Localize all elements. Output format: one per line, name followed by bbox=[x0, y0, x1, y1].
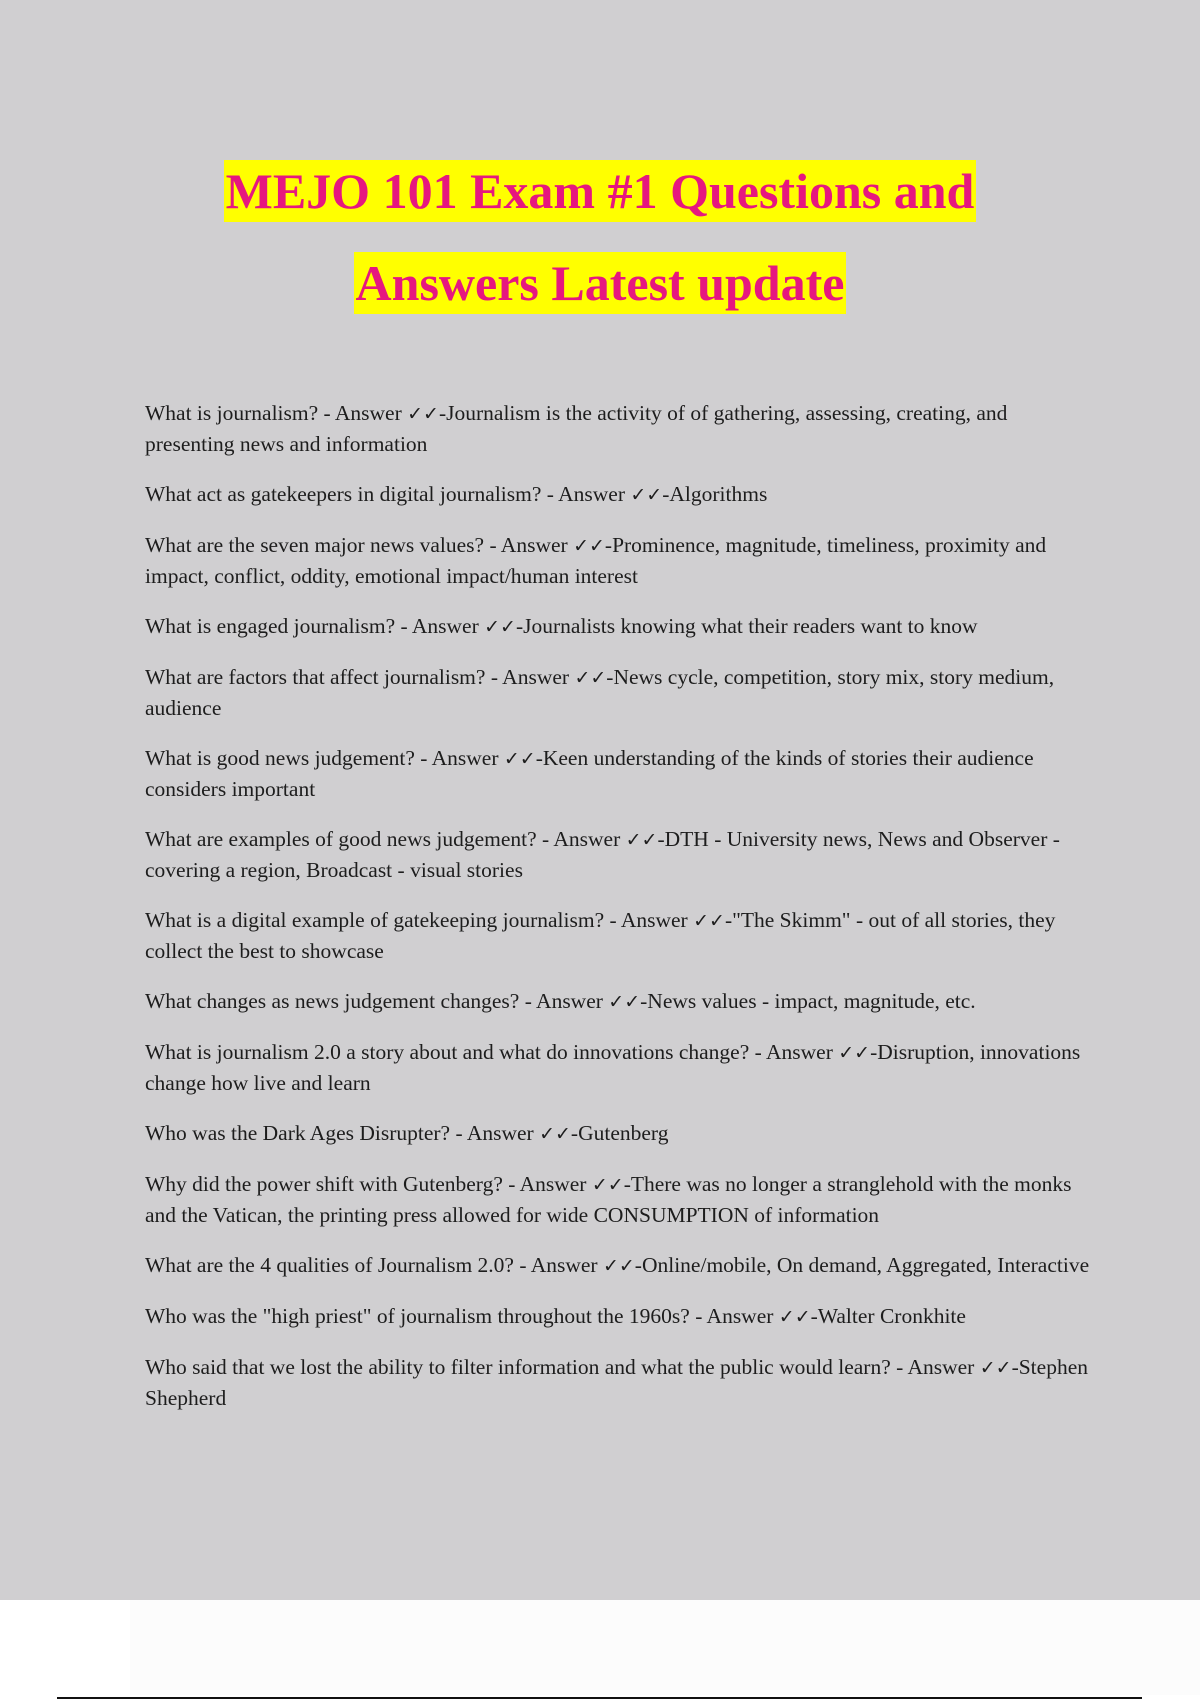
qa-item bbox=[145, 479, 1090, 510]
question-text: What is good news judgement? - Answer bbox=[145, 746, 504, 770]
double-check-icon: ✓✓ bbox=[573, 535, 605, 557]
double-check-icon: ✓✓ bbox=[574, 667, 607, 689]
double-check-icon: ✓✓ bbox=[625, 829, 658, 851]
qa-item bbox=[145, 398, 1090, 459]
double-check-icon: ✓✓ bbox=[484, 616, 516, 638]
answer-text: -Walter Cronkhite bbox=[810, 1304, 966, 1328]
answer-text: -News cycle, competition, story mix, story medium, audience bbox=[145, 665, 1055, 720]
answer-text: -Keen understanding of the kinds of stories their audience considers important bbox=[145, 746, 1034, 801]
title-line-1: MEJO 101 Exam #1 Questions and bbox=[224, 160, 977, 222]
qa-item bbox=[145, 1250, 1090, 1281]
answer-text: -Prominence, magnitude, timeliness, proximity and impact, conflict, oddity, emotional impact/human interest bbox=[145, 533, 1047, 588]
answer-text: -Journalists knowing what their readers want to know bbox=[515, 614, 978, 638]
qa-item bbox=[145, 743, 1090, 804]
question-text: What act as gatekeepers in digital journalism? - Answer bbox=[145, 482, 631, 506]
qa-item bbox=[145, 1352, 1090, 1413]
answer-text: -Online/mobile, On demand, Aggregated, Interactive bbox=[634, 1253, 1090, 1277]
double-check-icon: ✓✓ bbox=[602, 1255, 635, 1277]
qa-item bbox=[145, 824, 1090, 885]
question-text: Why did the power shift with Gutenberg? - Answer bbox=[145, 1172, 592, 1196]
qa-item bbox=[145, 986, 1090, 1017]
question-text: What is journalism? - Answer bbox=[145, 401, 408, 425]
footer-rule bbox=[57, 1697, 1142, 1699]
answer-text: -Gutenberg bbox=[570, 1121, 669, 1145]
double-check-icon: ✓✓ bbox=[778, 1306, 811, 1328]
answer-text: -Disruption, innovations change how live and learn bbox=[145, 1040, 1081, 1095]
question-text: Who was the "high priest" of journalism throughout the 1960s? - Answer bbox=[145, 1304, 779, 1328]
qa-item bbox=[145, 1037, 1090, 1098]
qa-item bbox=[145, 530, 1090, 591]
question-text: Who was the Dark Ages Disrupter? - Answer bbox=[145, 1121, 540, 1145]
question-text: What is a digital example of gatekeeping journalism? - Answer bbox=[145, 908, 694, 932]
answer-text: -Journalism is the activity of of gathering, assessing, creating, and presenting news and information bbox=[145, 401, 1008, 456]
double-check-icon: ✓✓ bbox=[591, 1174, 624, 1196]
double-check-icon: ✓✓ bbox=[407, 403, 439, 425]
question-text: Who said that we lost the ability to filter information and what the public would learn? - Answer bbox=[145, 1355, 980, 1379]
question-text: What changes as news judgement changes? - Answer bbox=[145, 989, 609, 1013]
double-check-icon: ✓✓ bbox=[693, 910, 725, 932]
qa-item bbox=[145, 905, 1090, 966]
question-text: What is engaged journalism? - Answer bbox=[145, 614, 485, 638]
document-title bbox=[0, 160, 1200, 314]
answer-text: -Algorithms bbox=[662, 482, 768, 506]
qa-item bbox=[145, 1169, 1090, 1230]
double-check-icon: ✓✓ bbox=[979, 1357, 1012, 1379]
answer-text: -DTH - University news, News and Observer - covering a region, Broadcast - visual stories bbox=[145, 827, 1060, 882]
answer-text: -Stephen Shepherd bbox=[145, 1355, 1088, 1410]
question-text: What is journalism 2.0 a story about and what do innovations change? - Answer bbox=[145, 1040, 839, 1064]
qa-item bbox=[145, 611, 1090, 642]
double-check-icon: ✓✓ bbox=[608, 991, 641, 1013]
question-text: What are the seven major news values? - Answer bbox=[145, 533, 574, 557]
double-check-icon: ✓✓ bbox=[630, 484, 663, 506]
answer-text: -News values - impact, magnitude, etc. bbox=[640, 989, 976, 1013]
double-check-icon: ✓✓ bbox=[539, 1123, 571, 1145]
question-text: What are examples of good news judgement? - Answer bbox=[145, 827, 626, 851]
question-text: What are the 4 qualities of Journalism 2.0? - Answer bbox=[145, 1253, 603, 1277]
title-line-2: Answers Latest update bbox=[354, 252, 847, 314]
double-check-icon: ✓✓ bbox=[838, 1042, 871, 1064]
qa-item bbox=[145, 1301, 1090, 1332]
answer-text: -There was no longer a stranglehold with the monks and the Vatican, the printing press allowed for wide CONSUMPTION of information bbox=[145, 1172, 1072, 1227]
question-answer-list bbox=[145, 398, 1090, 1433]
question-text: What are factors that affect journalism? - Answer bbox=[145, 665, 575, 689]
qa-item bbox=[145, 1118, 1090, 1149]
answer-text: -"The Skimm" - out of all stories, they collect the best to showcase bbox=[145, 908, 1056, 963]
footer-strip bbox=[130, 1600, 1200, 1695]
qa-item bbox=[145, 662, 1090, 723]
double-check-icon: ✓✓ bbox=[503, 748, 536, 770]
